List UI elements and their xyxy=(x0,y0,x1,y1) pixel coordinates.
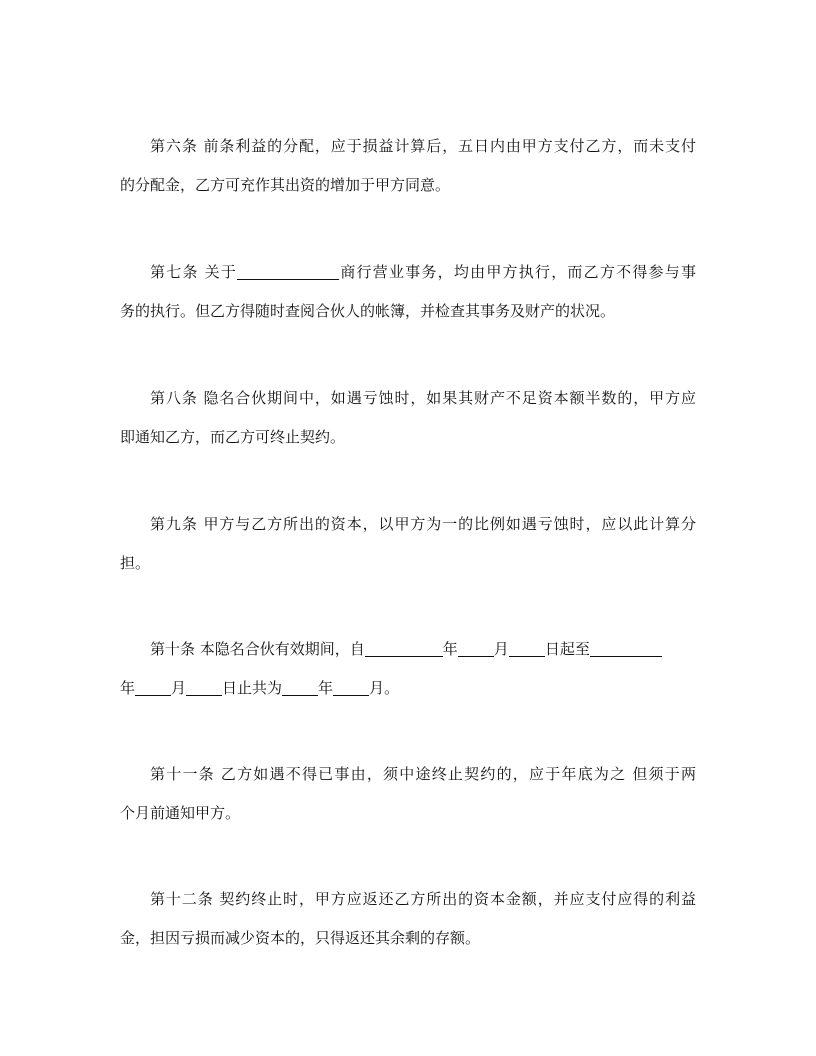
clause-8-line-2: 即通知乙方，而乙方可终止契约。 xyxy=(120,428,346,446)
blank-start-day xyxy=(509,640,545,657)
clause-7-line-2: 务的执行。但乙方得随时查阅合伙人的帐簿，并检查其事务及财产的状况。 xyxy=(120,302,616,320)
clause-10-line-2 xyxy=(120,669,696,708)
clause-9-line-2: 担。 xyxy=(120,554,151,572)
blank-total-months xyxy=(333,679,369,696)
clause-6-line-2: 的分配金，乙方可充作其出资的增加于甲方同意。 xyxy=(120,176,451,194)
label-month: 月 xyxy=(493,640,509,658)
clause-10-lead: 第十条 本隐名合伙有效期间，自 xyxy=(150,640,365,658)
blank-end-year xyxy=(590,640,662,657)
blank-business-name xyxy=(237,263,339,280)
clause-7-line-1 xyxy=(120,253,696,292)
blank-start-month xyxy=(458,640,494,657)
clause-9-line-1: 第九条 甲方与乙方所出的资本，以甲方为一的比例如遇亏蚀时，应以此计算分 xyxy=(150,515,696,533)
clause-11-line-2: 个月前通知甲方。 xyxy=(120,804,241,822)
label-year: 年 xyxy=(442,640,458,658)
clause-11 xyxy=(120,755,696,833)
clause-7 xyxy=(120,253,696,331)
clause-12-line-2: 金，担因亏损而减少资本的，只得返还其余剩的存额。 xyxy=(120,929,481,947)
clause-9 xyxy=(120,505,696,583)
clause-10-line-1 xyxy=(120,630,696,669)
clause-6-line-1: 第六条 前条利益的分配，应于损益计算后，五日内由甲方支付乙方，而未支付 xyxy=(150,137,696,155)
clause-12 xyxy=(120,880,696,958)
clause-7-rest: 商行营业事务，均由甲方执行，而乙方不得参与事 xyxy=(339,263,696,281)
blank-end-month xyxy=(135,679,171,696)
label-end-total: 日止共为 xyxy=(222,679,283,697)
label-end-month: 月 xyxy=(171,679,187,697)
clause-7-lead: 第七条 关于 xyxy=(150,263,238,281)
label-day-to: 日起至 xyxy=(544,640,590,658)
blank-total-years xyxy=(282,679,318,696)
clause-8 xyxy=(120,379,696,457)
label-total-year: 年 xyxy=(318,679,334,697)
label-total-month: 月。 xyxy=(369,679,400,697)
clause-11-line-1: 第十一条 乙方如遇不得已事由，须中途终止契约的，应于年底为之 但须于两 xyxy=(150,765,696,783)
label-end-year: 年 xyxy=(120,679,136,697)
clause-8-line-1: 第八条 隐名合伙期间中，如遇亏蚀时，如果其财产不足资本额半数的，甲方应 xyxy=(150,389,696,407)
blank-end-day xyxy=(186,679,222,696)
clause-6 xyxy=(120,127,696,205)
clause-12-line-1: 第十二条 契约终止时，甲方应返还乙方所出的资本金额，并应支付应得的利益 xyxy=(150,890,696,908)
blank-start-year xyxy=(365,640,443,657)
clause-10 xyxy=(120,630,696,708)
